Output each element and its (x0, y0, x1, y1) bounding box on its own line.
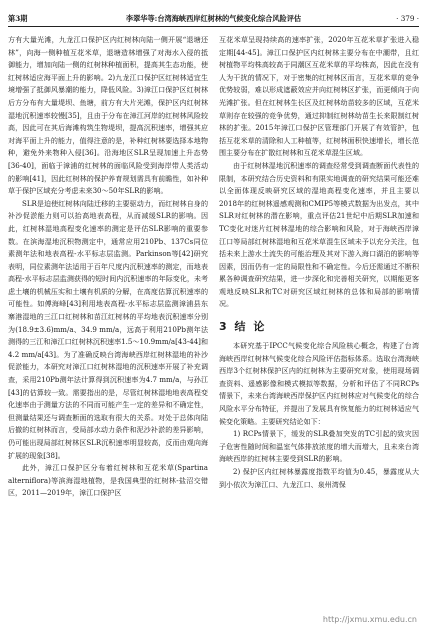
section-heading-conclusions: 3 结 论 (219, 320, 267, 334)
running-header (8, 12, 419, 27)
page-number: · 379 · (396, 14, 419, 23)
issue-number: 第3期 (8, 14, 28, 23)
left-column (8, 34, 208, 500)
paragraph: 方有大量光滩，九龙江口保护区内红树林向陆一侧开展“退塘还林”，向海一侧种植互花米草，退塘造林增强了对海水入侵的抵御能力，增加向陆一侧的红树林种植面积，提高其生态功能，使红树林适应海平面上升的影响。2)九龙江口保护区红树林适宜生境增强了抵御风暴潮的能力，降低风险。3)漳江口保护区红树林后方分布有大量堤坝、鱼塘，前方有大片光滩，保护区内红树林湿地沉积速率较慢[35]，且由于分布在漳江河岸的红树林风险较高，因此可在其后海滩构筑生物堤坝，提高沉积速率，增强其应对海平面上升的能力，值得注意的是，补种红树林要选择本地物种，避免外来物种入侵[36]。沿海地区SLR呈现加速上升态势[36-40]，面临于漳浦的红树林的面临风险受到海岸带人类活动的影响[41]，因此红树林的保护养育规划需具有前瞻性，如补种草于保护区域充分考虑未来30～50年SLR的影响。 (8, 35, 208, 196)
paragraph: 互花米草呈现持续高的速率扩张，2020年互花米草扩张进入稳定期[44-45]。漳江口保护区内红树林主要分布在中潮带，且红树植物平均株高较高于同潮区互花米草的平均株高，因此在没有人为干扰的情况下，对于密集的红树林区而言，互花米草的竞争优势较弱，难以形成遮蔽效应并向红树林区扩张，而更倾向于向光滩扩张。但在红树林生长区及红树林幼苗较多的区域，互花米草则存在较强的竞争优势，通过抑制红树林幼苗生长来限制红树林的扩张。2015年漳江口保护区管理部门开展了有效管护，包括互花米草的清除和人工种植等，红树林面积快速增长，增长范围主要分布在扩散红树林和互花米草混生区域。 (219, 35, 419, 158)
running-title: 李翠华等:台湾海峡西岸红树林的气候变化综合风险评估 (125, 14, 302, 23)
right-column (219, 34, 419, 491)
paragraph: 由于红树林湿地沉积速率的调查经常受到调查断面代表性的限制，本研究结合历史资料和有限实地调查的研究结果可能还难以全面体现反映研究区域的湿地高程变化速率，并且主要以2018年的红树林遥感观测和CMIP5等模式数据为出发点，其中SLR对红树林的潜在影响，重点评估21世纪中后期SLR加速和TC变化对迷片红树林湿地的综合影响和风险，对于海峡西岸漳江口等局部红树林湿地和互花米草混生区域未予以充分关注，包括未来上游水土流失的可能治理及其对下游入海口湖泊的影响等因素，因而仍有一定的局限性和不确定性。今后还需通过不断积累各种调查研究结果，进一步深化和完善相关研究，以期能更客观地反映SLR和TC对研究区域红树林的总体和局部的影响情况。 (219, 160, 419, 309)
source-watermark: http://jxmu.xmu.edu.cn (322, 615, 417, 624)
paragraph: SLR是迫使红树林向陆迁移的主要驱动力，而红树林自身的补沙促淤能力则可以抬高地表高程，从而减缓SLR的影响。因此，红树林湿地高程变化速率的测定是评估SLR影响的重要参数。在滨海湿地沉积物测定中，通常应用210Pb、137Cs同位素测年法和地表高程-水平标志层监测。Parkinson等[42]研究表明，同位素测年法适用于百年尺度内沉积速率的测定，而地表高程-水平标志层监测获得的短时间内沉积速率的年际变化，未考虑土壤的机械压实和土壤有机质的分解，在高度估算沉积速率的可能性。如傅海峰[43]利用地表高程-水平标志层监测漳浦县东寨港湿地的三江口红树林和苗江红树林的平均地表沉积速率分别为(18.9±3.6)mm/a、34.9 mm/a，远高于利用210Pb测年法测得的三江和漳江口红树林沉积速率1.5～10.9mm/a[43-44]和4.2 mm/a[43]。为了准确反映台湾海峡西岸红树林湿地的补沙促淤能力，本研究对漳江口红树林湿地的沉积速率开展了补充调查，采用210Pb测年法计算得到沉积速率为4.7 mm/a，与孙江[43]的估算较一致。需要指出的是，尽管红树林湿地地表高程变化速率由于测量方法的不同而可能产生一定的差异和不确定性，但测量结果还与调查断面的选取有很大的关系。对处于总体向陆后撤的红树林而言，受局部水动力条件和泥沙补淤的差异影响，仍可能出现局部红树林区SLR沉积速率明显较高，反而由观向海扩展的现象[38]。 (8, 198, 208, 460)
paragraph: 2) 保护区内红树林暴露度指数平均值为0.45，暴露度从大到小依次为漳江口、九龙江口、泉州湾保 (219, 467, 419, 489)
paragraph: 1) RCPs情景下，缓发的SLR叠加突发的TC引起的致灾因子危害性随时间和温室气体排放浓度的增大而增大，且未来台湾海峡西岸的红树林主要受到SLR的影响。 (219, 429, 419, 464)
paragraph: 本研究基于IPCC气候变化综合风险核心概念，构建了台湾海峡西岸红树林气候变化综合风险评估指标体系。选取台湾海峡西岸3个红树林保护区内的红树林为主要研究对象，使用现场调查资料、遥感影像和模式模拟等数据，分析和评估了不同RCPs情景下，未来台湾海峡西岸保护区内红树林应对气候变化的综合风险水平分布特征，并提出了发展具有恢复能力的红树林适应气候变化策略。主要研究结论如下： (219, 341, 419, 426)
paragraph: 此外，漳江口保护区分布着红树林和互花米草(Spartina alterniflora)等滨海湿地植物，是我国典型的红树林-盐沼交错区，2011—2019年，漳江口保护区 (8, 463, 208, 498)
